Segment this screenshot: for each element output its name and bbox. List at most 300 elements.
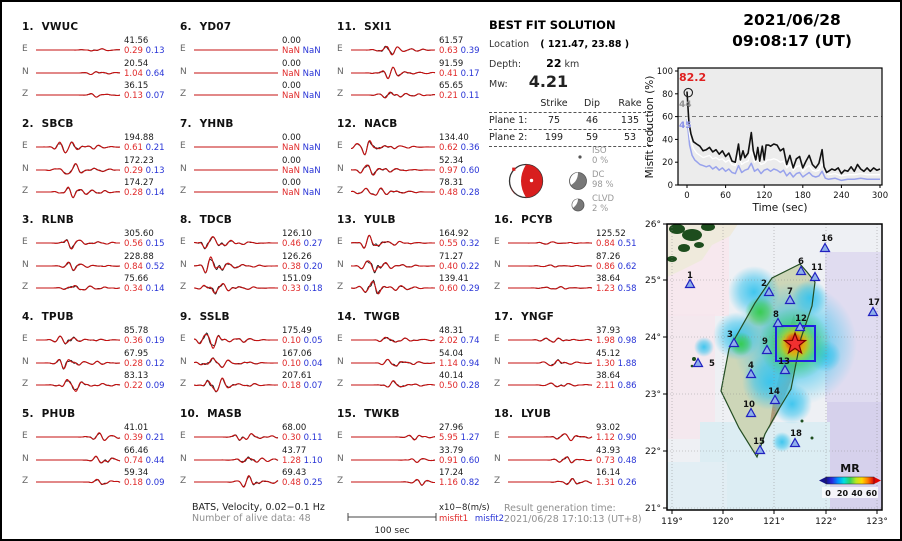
amplitude-value: 33.79 (439, 445, 464, 456)
station-block-LYUB (494, 404, 652, 501)
location-value: ( 121.47, 23.88 ) (540, 39, 630, 50)
synthetic-trace (194, 458, 278, 462)
trace-values (596, 349, 637, 369)
trace-values (282, 133, 321, 153)
misfit2-value: 0.21 (145, 433, 165, 443)
component-label: E (22, 334, 28, 344)
map-x-tick: 123° (866, 517, 888, 527)
waveform-trace (351, 352, 437, 374)
station-title (22, 311, 74, 323)
station-name: PHUB (41, 408, 76, 420)
amplitude-value: 43.93 (596, 445, 621, 456)
map-station-number: 6 (798, 257, 804, 267)
misfit1-value: 0.21 (439, 91, 458, 101)
component-label: E (180, 141, 186, 151)
synthetic-trace (36, 94, 120, 98)
chart-x-tick: 60 (720, 191, 732, 201)
amplitude-value: 59.34 (124, 468, 149, 478)
misfit2-value: 0.19 (145, 336, 165, 346)
synthetic-trace (351, 359, 435, 366)
amplitude-value: 68.00 (282, 423, 307, 433)
synthetic-trace (194, 378, 278, 391)
misfit1-value: 0.41 (439, 68, 458, 79)
station-name: YD07 (199, 21, 232, 33)
waveform-trace (194, 329, 280, 351)
waveform-trace (36, 329, 122, 351)
station-number: 14. (337, 311, 357, 323)
amplitude-value: 134.40 (439, 133, 469, 143)
trace-values (282, 229, 323, 249)
waveform-trace (36, 181, 122, 203)
trace-row-Z (337, 178, 495, 205)
trace-values (124, 468, 165, 488)
synthetic-trace (194, 334, 278, 348)
misfit1-value: 0.38 (282, 261, 301, 272)
trace-values (282, 156, 321, 176)
synthetic-trace (351, 458, 435, 462)
waveform-trace (508, 255, 594, 277)
station-name: SBCB (41, 118, 74, 130)
misfit2-value: 0.21 (145, 143, 165, 153)
station-title (494, 311, 554, 323)
misfit1-value: 2.11 (596, 381, 615, 391)
origin-time: 09:08:17 (UT) (732, 32, 852, 50)
map-y-tick: 21° (645, 504, 661, 514)
misfit1-value: 0.28 (124, 188, 143, 198)
synthetic-trace (36, 142, 120, 153)
synthetic-trace (351, 435, 435, 440)
waveform-trace (194, 181, 280, 203)
station-block-SSLB (180, 307, 338, 404)
clvd-ball-icon (566, 194, 590, 216)
station-name: NACB (364, 118, 398, 130)
misfit1-value: 0.63 (439, 46, 458, 56)
amplitude-value: 48.31 (439, 326, 464, 336)
station-number: 4. (22, 311, 34, 323)
amplitude-value: 207.61 (282, 371, 312, 381)
misfit1-value: 0.30 (282, 433, 301, 443)
trace-values (439, 468, 480, 488)
waveform-trace (36, 426, 122, 448)
waveform-trace (508, 374, 594, 396)
amplitude-value: 0.00 (282, 81, 301, 91)
misfit2-value: 0.51 (617, 239, 637, 249)
trace-values (282, 423, 323, 443)
component-label: N (337, 66, 344, 77)
amplitude-value: 228.88 (124, 251, 154, 262)
rake-header: Rake (618, 98, 642, 109)
map-y-tick: 24° (645, 333, 661, 343)
station-title (22, 21, 78, 33)
map-station-number: 7 (787, 287, 793, 297)
misfit1-value: 0.86 (596, 261, 615, 272)
waveform-trace (36, 232, 122, 254)
waveform-trace (351, 329, 437, 351)
waveform-trace (36, 62, 122, 84)
amplitude-value: 45.12 (596, 348, 621, 359)
station-block-PCYB (494, 210, 652, 307)
station-number: 16. (494, 214, 514, 226)
misfit2-value: 0.18 (303, 284, 323, 294)
component-label: Z (22, 282, 29, 292)
misfit2-value: 0.22 (460, 261, 480, 272)
misfit1-value: 0.22 (124, 381, 143, 391)
misfit2-value: 0.74 (460, 336, 480, 346)
synthetic-trace (194, 358, 278, 367)
waveform-trace (194, 62, 280, 84)
station-number: 15. (337, 408, 357, 420)
misfit2-value: 0.60 (460, 455, 480, 466)
trace-values (124, 229, 165, 249)
map-station-number: 15 (753, 437, 765, 447)
synthetic-trace (194, 237, 278, 249)
station-name: YNGF (521, 311, 555, 323)
amplitude-value: 0.00 (282, 155, 301, 166)
station-block-TDCB (180, 210, 338, 307)
waveform-trace (508, 277, 594, 299)
misfit1-value: 0.13 (124, 91, 143, 101)
waveform-trace (194, 277, 280, 299)
component-label: Z (337, 89, 344, 99)
component-label: Z (180, 476, 187, 486)
station-block-RLNB (22, 210, 180, 307)
trace-row-Z (180, 81, 338, 108)
amplitude-value: 139.41 (439, 274, 469, 284)
synthetic-trace (351, 282, 435, 294)
blue-count-annotation: 45 (679, 121, 692, 131)
misfit1-value: 0.40 (439, 261, 458, 272)
dc-label: DC (592, 170, 605, 180)
trace-row-Z (22, 81, 180, 108)
trace-row-Z (180, 178, 338, 205)
misfit1-value: 0.62 (439, 143, 458, 153)
amplitude-value: 40.14 (439, 371, 464, 381)
waveform-trace (351, 232, 437, 254)
map-station-number: 10 (743, 400, 755, 410)
waveform-trace (351, 181, 437, 203)
amplitude-value: 17.24 (439, 468, 464, 478)
origin-datetime (692, 10, 892, 52)
waveform-trace (194, 232, 280, 254)
map-station-number: 5 (709, 359, 715, 369)
trace-values (124, 274, 165, 294)
synthetic-trace (36, 286, 120, 291)
waveform-trace (194, 84, 280, 106)
misfit1-value: 0.50 (439, 381, 458, 391)
chart-x-tick: 180 (794, 191, 811, 201)
misfit1-value: 0.36 (124, 336, 143, 346)
component-label: N (22, 356, 29, 367)
trace-row-Z (22, 468, 180, 495)
trace-values (282, 252, 323, 272)
component-label: N (22, 66, 29, 77)
waveform-trace (194, 39, 280, 61)
trace-values (282, 371, 323, 391)
waveform-trace (194, 255, 280, 277)
iso-ball-icon (566, 146, 590, 168)
component-label: E (337, 431, 343, 441)
map-x-tick: 121° (763, 517, 785, 527)
station-title (22, 214, 74, 226)
trace-values (124, 59, 165, 79)
best-fit-panel (489, 12, 665, 217)
trace-row-Z (337, 81, 495, 108)
misfit1-value: 1.98 (596, 336, 615, 346)
synthetic-trace (194, 476, 278, 487)
misfit1-value: 0.46 (282, 239, 301, 249)
waveform-trace (36, 471, 122, 493)
component-label: N (180, 453, 187, 464)
plane2-dip: 59 (585, 132, 599, 143)
waveform-trace (36, 39, 122, 61)
misfit1-value: 0.73 (596, 455, 615, 466)
synthetic-trace (351, 235, 435, 248)
amplitude-value: 41.01 (124, 423, 149, 433)
misfit2-value: 0.15 (145, 239, 165, 249)
station-number: 10. (180, 408, 200, 420)
trace-values (282, 36, 321, 56)
trace-values (439, 274, 480, 294)
component-label: E (494, 334, 500, 344)
trace-values (282, 326, 323, 346)
map-station-number: 16 (821, 234, 833, 244)
component-label: Z (180, 186, 187, 196)
synthetic-trace (36, 433, 120, 441)
trace-values (124, 371, 165, 391)
trace-values (596, 229, 637, 249)
component-label: E (337, 237, 343, 247)
station-block-TWGB (337, 307, 495, 404)
synthetic-trace (508, 287, 592, 289)
component-label: N (22, 259, 29, 270)
chart-y-tick: 60 (662, 112, 673, 123)
waveform-trace (194, 471, 280, 493)
station-number: 6. (180, 21, 192, 33)
map-station-number: 12 (795, 314, 807, 324)
waveform-trace (351, 255, 437, 277)
waveform-trace (351, 136, 437, 158)
component-label: N (180, 259, 187, 270)
map-station-number: 2 (761, 279, 767, 289)
station-number: 12. (337, 118, 357, 130)
observed-trace (194, 284, 278, 294)
station-name: SXI1 (364, 21, 392, 33)
trace-values (596, 468, 637, 488)
amplitude-value: 52.34 (439, 155, 464, 166)
trace-values (124, 446, 165, 466)
misfit2-value: 0.36 (460, 143, 480, 153)
misfit2-value: 0.13 (145, 165, 165, 176)
synthetic-trace (351, 260, 435, 270)
station-number: 9. (180, 311, 192, 323)
depth-label: Depth: (489, 59, 522, 70)
station-block-YHNB (180, 114, 338, 211)
plane1-rake: 135 (620, 115, 640, 126)
misfit2-value: 0.39 (460, 46, 480, 56)
trace-values (282, 81, 321, 101)
component-label: Z (337, 186, 344, 196)
misfit2-value: 0.14 (145, 188, 165, 198)
misfit2-value: 0.13 (145, 46, 165, 56)
misfit2-value: NaN (302, 46, 321, 56)
plane-table-header (489, 96, 651, 113)
station-block-YD07 (180, 17, 338, 114)
chart-x-tick: 0 (684, 191, 690, 201)
component-label: N (337, 163, 344, 174)
trace-values (282, 178, 321, 198)
component-label: E (337, 44, 343, 54)
mw-row (489, 72, 568, 91)
amplitude-value: 151.09 (282, 274, 312, 284)
component-label: Z (180, 89, 187, 99)
waveform-trace (36, 449, 122, 471)
trace-row-Z (22, 274, 180, 301)
filter-info: BATS, Velocity, 0.02−0.1 Hz (192, 502, 325, 513)
misfit2-value: 0.05 (303, 336, 323, 346)
amplitude-value: 54.04 (439, 348, 464, 359)
trace-values (439, 423, 480, 443)
beachball-icon (503, 158, 549, 204)
station-title (180, 118, 234, 130)
misfit2-value: 1.88 (617, 358, 637, 369)
component-label: N (494, 453, 501, 464)
misfit2-value: 0.09 (145, 381, 165, 391)
misfit1-value: NaN (282, 165, 300, 176)
misfit1-value: NaN (282, 46, 300, 56)
component-label: E (180, 237, 186, 247)
trace-values (124, 423, 165, 443)
station-name: LYUB (521, 408, 552, 420)
misfit2-value: 0.14 (145, 284, 165, 294)
misfit1-value: 0.56 (124, 239, 143, 249)
misfit1-value: 0.61 (124, 143, 143, 153)
component-label: E (337, 141, 343, 151)
component-label: Z (22, 379, 29, 389)
trace-values (439, 156, 480, 176)
waveform-trace (508, 471, 594, 493)
synthetic-trace (351, 46, 435, 54)
colorbar-gradient (826, 477, 874, 484)
gray-count-annotation: 44 (679, 100, 692, 110)
misfit1-value: NaN (282, 143, 300, 153)
map-y-tick: 26° (645, 220, 661, 230)
synthetic-trace (508, 360, 592, 366)
plane1-dip: 46 (585, 115, 599, 126)
depth-row (489, 57, 579, 70)
synthetic-trace (508, 242, 592, 244)
map-station-number: 3 (727, 330, 733, 340)
trace-row-Z (180, 371, 338, 398)
component-label: Z (494, 282, 501, 292)
misfit1-value: 0.28 (124, 358, 143, 369)
station-block-SBCB (22, 114, 180, 211)
component-label: E (180, 334, 186, 344)
trace-values (596, 423, 637, 443)
station-number: 17. (494, 311, 514, 323)
trace-values (282, 446, 323, 466)
amplitude-value: 75.66 (124, 274, 149, 284)
station-block-SXI1 (337, 17, 495, 114)
amplitude-value: 41.56 (124, 36, 149, 46)
amplitude-value: 43.77 (282, 445, 307, 456)
misfit2-value: 0.90 (617, 433, 637, 443)
station-number: 1. (22, 21, 34, 33)
station-name: SSLB (199, 311, 230, 323)
map-y-tick: 22° (645, 447, 661, 457)
misfit1-value: NaN (282, 91, 300, 101)
station-name: VWUC (41, 21, 79, 33)
waveform-trace (194, 159, 280, 181)
component-label: E (337, 334, 343, 344)
component-label: Z (22, 476, 29, 486)
map-station-number: 13 (778, 357, 790, 367)
mw-label: Mw: (489, 79, 508, 90)
station-block-TWKB (337, 404, 495, 501)
waveform-trace (194, 136, 280, 158)
station-title (337, 214, 396, 226)
synthetic-trace (351, 141, 435, 155)
trace-values (124, 252, 165, 272)
misfit1-value: 0.10 (282, 336, 301, 346)
station-name: MASB (207, 408, 243, 420)
station-name: TWKB (364, 408, 400, 420)
plane1-label: Plane 1: (489, 115, 528, 126)
plane2-strike: 199 (544, 132, 564, 143)
waveform-trace (351, 62, 437, 84)
map-station-number: 11 (811, 263, 823, 273)
misfit1-value: 5.95 (439, 433, 458, 443)
plane2-row (489, 130, 651, 147)
clvd-label: CLVD (592, 194, 615, 204)
trace-values (439, 349, 480, 369)
trace-values (282, 59, 321, 79)
amplitude-value: 83.13 (124, 371, 149, 381)
component-label: Z (180, 282, 187, 292)
amplitude-value: 167.06 (282, 348, 312, 359)
amplitude-value: 93.02 (596, 423, 621, 433)
amplitude-value: 172.23 (124, 155, 154, 166)
waveform-trace (351, 277, 437, 299)
misfit2-value: 0.29 (460, 284, 480, 294)
colorbar-tick: 60 (865, 489, 878, 498)
waveform-trace (36, 255, 122, 277)
synthetic-trace (508, 383, 592, 387)
misfit2-value: 0.62 (617, 261, 637, 272)
dc-pct: 98 % (592, 180, 614, 190)
misfit2-value: 1.10 (303, 455, 323, 466)
plane1-strike: 75 (547, 115, 561, 126)
misfit2-value: 0.26 (617, 478, 637, 488)
misfit2-value: 0.60 (460, 165, 480, 176)
colorbar-tick: 0 (825, 489, 831, 498)
station-block-PHUB (22, 404, 180, 501)
component-label: N (494, 259, 501, 270)
waveform-trace (194, 374, 280, 396)
synthetic-trace (351, 381, 435, 387)
data-info (192, 502, 325, 524)
map-x-tick: 122° (815, 517, 837, 527)
trace-values (596, 446, 637, 466)
trace-values (439, 36, 480, 56)
misfit1-value: 0.18 (282, 381, 301, 391)
scalebar-label: 100 sec (374, 526, 410, 536)
location-row (489, 39, 629, 50)
synthetic-trace (36, 336, 120, 343)
trace-values (596, 371, 637, 391)
misfit2-value: 0.27 (303, 239, 323, 249)
misfit-reduction-chart (642, 57, 902, 219)
map-station-number: 18 (790, 429, 802, 439)
